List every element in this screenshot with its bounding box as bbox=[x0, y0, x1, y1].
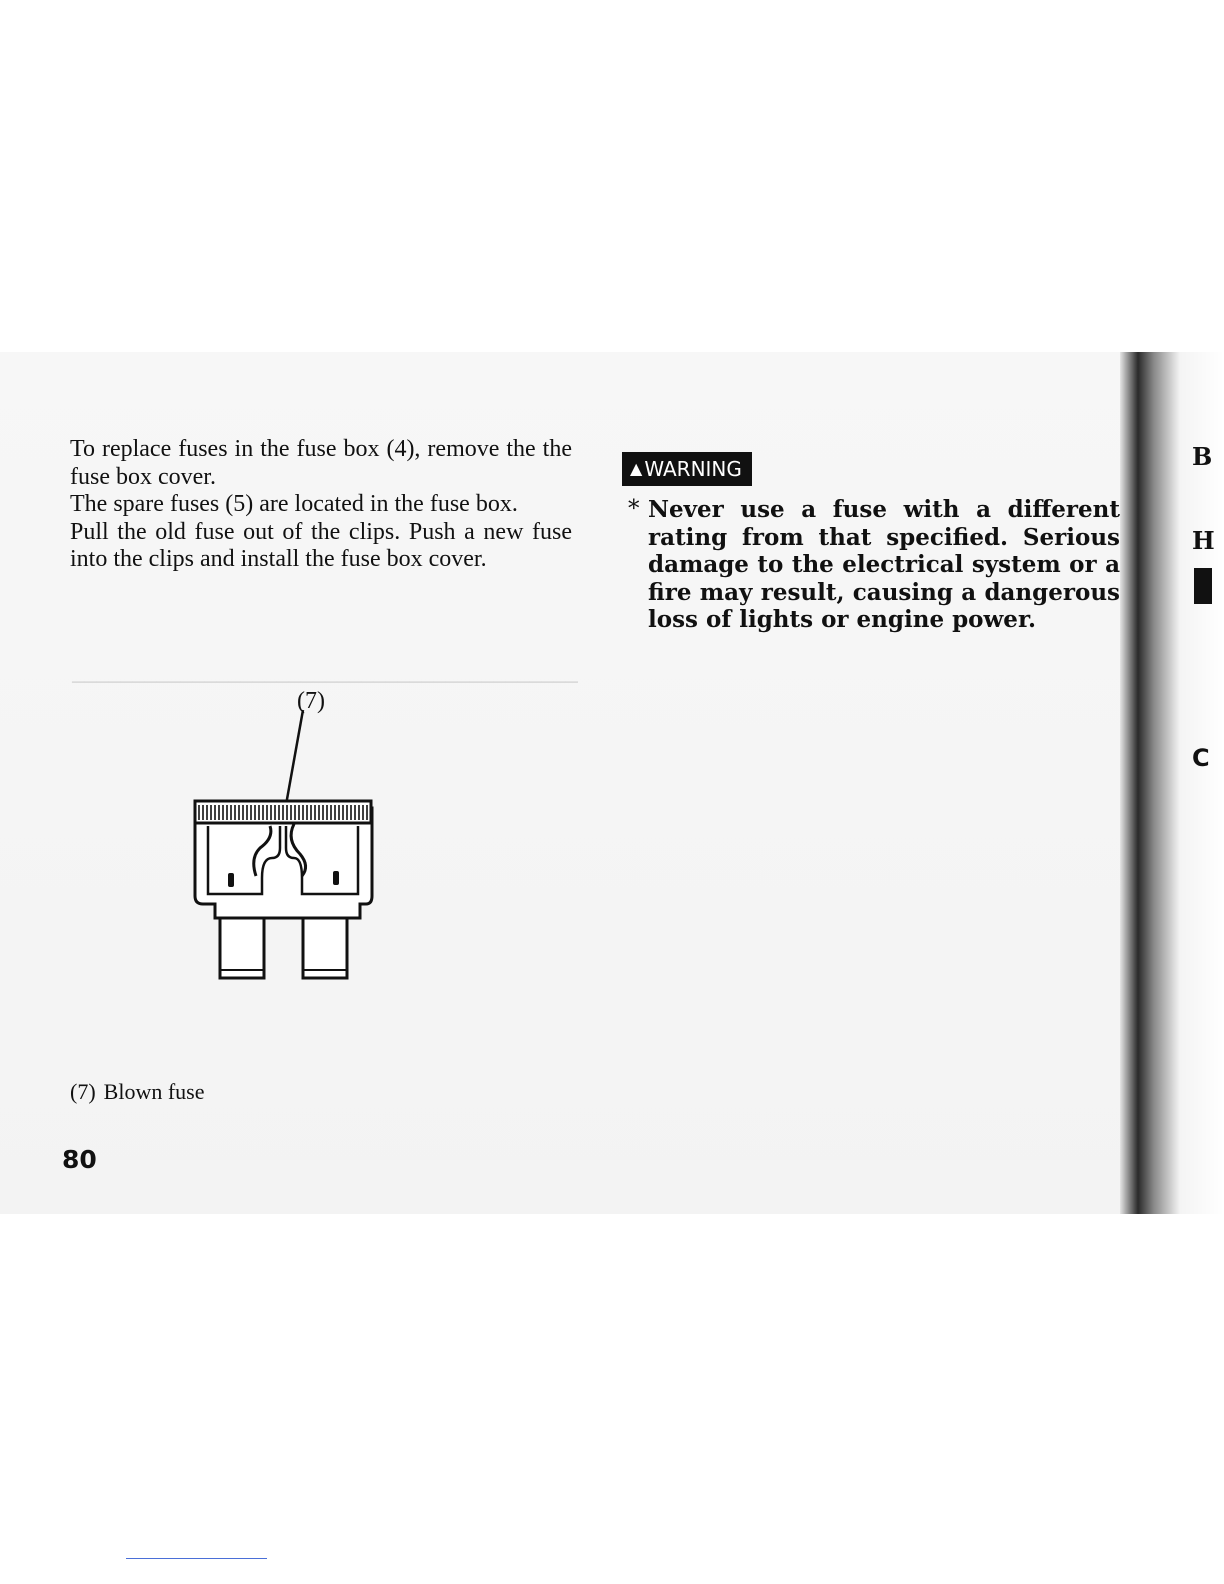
instruction-paragraph: To replace fuses in the fuse box (4), remove the the fuse box cover. bbox=[70, 436, 572, 490]
adjacent-page-edge bbox=[1120, 352, 1224, 1214]
adjacent-page-glyph: B bbox=[1192, 442, 1213, 471]
warning-triangle-icon: ▲ bbox=[630, 459, 643, 478]
warning-list bbox=[628, 496, 1120, 634]
warning-badge bbox=[622, 452, 752, 486]
figure-caption bbox=[70, 1079, 212, 1105]
warning-badge-label: WARNING bbox=[644, 457, 742, 481]
warning-item bbox=[628, 496, 1120, 634]
adjacent-page-block bbox=[1194, 568, 1212, 604]
instruction-paragraph: The spare fuses (5) are located in the fuse box. bbox=[70, 491, 518, 517]
page-number: 80 bbox=[62, 1145, 97, 1174]
fuse-test-point bbox=[333, 871, 339, 885]
warning-bullet: * bbox=[628, 496, 640, 522]
instruction-paragraph: Pull the old fuse out of the clips. Push a new fuse into the clips and install the fuse box cover. bbox=[70, 518, 572, 572]
caption-number: (7) bbox=[70, 1079, 96, 1104]
bleed-through-ghost-text: ────────────────────────────────────────── bbox=[72, 670, 578, 694]
caption-text: Blown fuse bbox=[103, 1079, 205, 1104]
adjacent-page-glyph: C bbox=[1192, 744, 1210, 772]
blade-fuse-illustration bbox=[190, 708, 380, 988]
instructions-column bbox=[70, 436, 572, 574]
adjacent-page-glyph: H bbox=[1192, 526, 1215, 555]
warning-text: Never use a fuse with a different rating from that specified. Serious damage to the electrical system or a fire may result, causing a dangerous loss of lights or engine power. bbox=[648, 496, 1120, 633]
footer-link-underline bbox=[126, 1558, 267, 1559]
fuse-test-point bbox=[228, 873, 234, 887]
figure-callout: (7) bbox=[297, 688, 325, 714]
